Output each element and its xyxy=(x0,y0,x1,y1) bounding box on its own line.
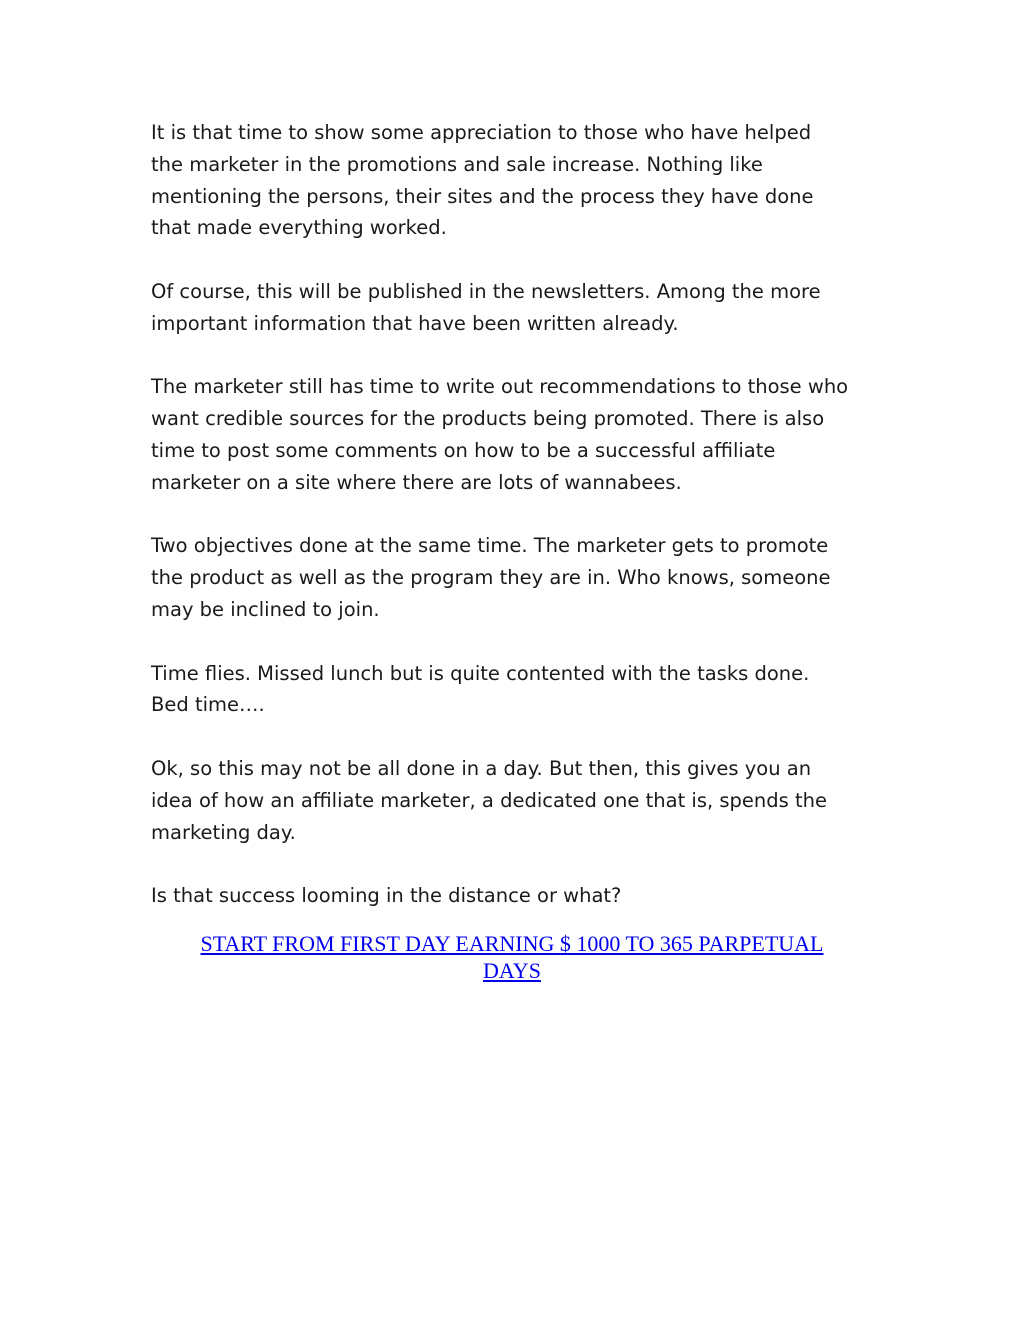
paragraph-recommendations: The marketer still has time to write out recommendations to those who want credible sources for the products being promoted. There is also time to post some comments on how to be a successful affiliate marketer on a site where there are lots of wannabees. xyxy=(151,375,849,494)
paragraph-marketing-day: Ok, so this may not be all done in a day. But then, this gives you an idea of how an affiliate marketer, a dedicated one that is, spends the marketing day. xyxy=(151,756,828,844)
paragraph-newsletters: Of course, this will be published in the newsletters. Among the more important information that have been written already. xyxy=(151,279,821,335)
paragraph-time-flies: Time flies. Missed lunch but is quite contented with the tasks done. Bed time…. xyxy=(151,661,810,717)
promo-link[interactable]: START FROM FIRST DAY EARNING $ 1000 TO 365 PARPETUAL DAYS xyxy=(200,931,824,983)
paragraph-success-question: Is that success looming in the distance or what? xyxy=(151,884,622,908)
promo-link-container xyxy=(151,930,873,984)
paragraph-appreciation: It is that time to show some appreciation to those who have helped the marketer in the promotions and sale increase. Nothing like mentioning the persons, their sites and the process they have done that made everything worked. xyxy=(151,121,814,240)
body-text xyxy=(151,117,891,912)
paragraph-two-objectives: Two objectives done at the same time. The marketer gets to promote the product as well as the program they are in. Who knows, someone may be inclined to join. xyxy=(151,534,831,621)
